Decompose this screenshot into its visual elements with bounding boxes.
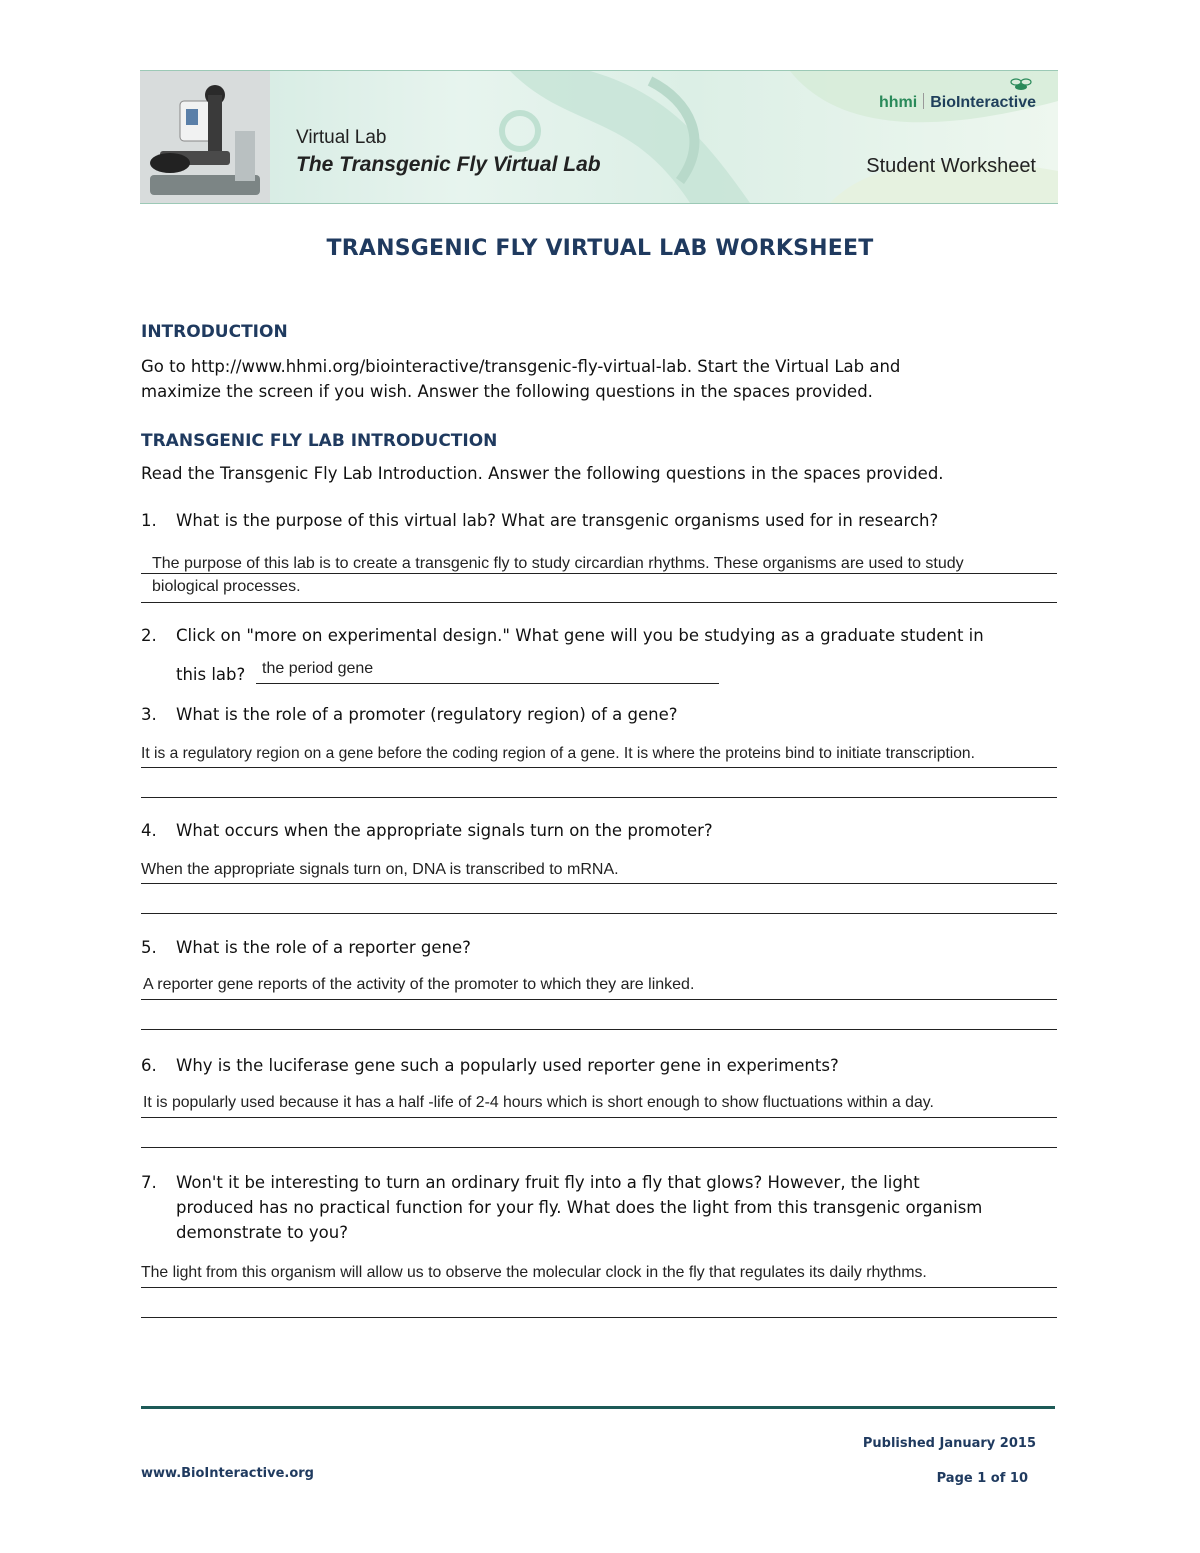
intro-line-2: maximize the screen if you wish. Answer the following questions in the spaces provided. [141, 382, 873, 401]
brand-name: BioInteractive [930, 94, 1036, 111]
question-text: What is the role of a promoter (regulatory region) of a gene? [176, 705, 678, 724]
question-number: 6. [141, 1056, 157, 1075]
question-number: 3. [141, 705, 157, 724]
question-5 [141, 935, 1061, 960]
answer-line [141, 767, 1057, 768]
answer-line [141, 1117, 1057, 1118]
answer-2[interactable]: the period gene [262, 660, 374, 677]
question-text: What is the role of a reporter gene? [176, 938, 471, 957]
question-number: 4. [141, 821, 157, 840]
question-number: 7. [141, 1173, 157, 1192]
published-date: Published January 2015 [862, 1436, 1036, 1451]
question-1 [141, 508, 1061, 533]
question-text: What is the purpose of this virtual lab? What are transgenic organisms used for in research? [176, 511, 939, 530]
lab-intro-text: Read the Transgenic Fly Lab Introduction. Answer the following questions in the spaces provided. [141, 464, 944, 483]
question-text-line-3: demonstrate to you? [176, 1223, 348, 1242]
page-title: TRANSGENIC FLY VIRTUAL LAB WORKSHEET [326, 236, 874, 261]
decorative-swirl [270, 71, 1058, 203]
question-6 [141, 1053, 1061, 1078]
answer-line [256, 683, 719, 684]
question-number: 1. [141, 511, 157, 530]
question-text: What occurs when the appropriate signals turn on the promoter? [176, 821, 713, 840]
answer-line [141, 602, 1057, 603]
brand-divider [923, 93, 924, 109]
brand-logo [879, 93, 1036, 112]
answer-5[interactable]: A reporter gene reports of the activity of the promoter to which they are linked. [143, 976, 695, 993]
lab-intro-heading: TRANSGENIC FLY LAB INTRODUCTION [141, 431, 498, 451]
answer-6[interactable]: It is popularly used because it has a half -life of 2-4 hours which is short enough to show fluctuations within a day. [143, 1094, 934, 1111]
answer-1-line-1[interactable]: The purpose of this lab is to create a transgenic fly to study circardian rhythms. These organisms are used to study [152, 555, 964, 572]
intro-heading: INTRODUCTION [141, 322, 288, 342]
answer-1-line-2[interactable]: biological processes. [152, 578, 301, 595]
footer-divider [141, 1406, 1055, 1409]
answer-line [141, 999, 1057, 1000]
banner-subtitle: Virtual Lab [296, 127, 387, 148]
question-7 [141, 1170, 1061, 1245]
answer-3[interactable]: It is a regulatory region on a gene before the coding region of a gene. It is where the proteins bind to initiate transcription. [141, 745, 975, 762]
question-number: 2. [141, 626, 157, 645]
answer-line [141, 573, 1057, 574]
answer-line [141, 1287, 1057, 1288]
website-link[interactable]: www.BioInteractive.org [141, 1466, 314, 1481]
banner-title: The Transgenic Fly Virtual Lab [296, 153, 601, 176]
question-text: Why is the luciferase gene such a popularly used reporter gene in experiments? [176, 1056, 839, 1075]
question-text-line-1: Won't it be interesting to turn an ordinary fruit fly into a fly that glows? However, the light [176, 1173, 920, 1192]
header-banner [140, 70, 1058, 204]
microscope-photo [140, 71, 270, 203]
question-4 [141, 818, 1061, 843]
page-number: Page 1 of 10 [936, 1471, 1028, 1486]
question-2-line-2: this lab? [176, 665, 246, 684]
answer-line [141, 1317, 1057, 1318]
answer-line [141, 913, 1057, 914]
question-3 [141, 702, 1061, 727]
answer-line [141, 1029, 1057, 1030]
question-text-line-2: produced has no practical function for your fly. What does the light from this transgenic organism [176, 1198, 983, 1217]
worksheet-label: Student Worksheet [866, 155, 1036, 177]
answer-4[interactable]: When the appropriate signals turn on, DNA is transcribed to mRNA. [141, 861, 619, 878]
answer-line [141, 797, 1057, 798]
intro-line-1: Go to http://www.hhmi.org/biointeractive/transgenic-fly-virtual-lab. Start the Virtual Lab and [141, 357, 901, 376]
question-2 [141, 623, 1061, 648]
answer-line [141, 1147, 1057, 1148]
question-text: Click on "more on experimental design." What gene will you be studying as a graduate student in [176, 626, 984, 645]
question-number: 5. [141, 938, 157, 957]
answer-line [141, 883, 1057, 884]
brand-hhmi: hhmi [878, 94, 918, 111]
answer-7[interactable]: The light from this organism will allow us to observe the molecular clock in the fly that regulates its daily rhythms. [141, 1264, 927, 1281]
